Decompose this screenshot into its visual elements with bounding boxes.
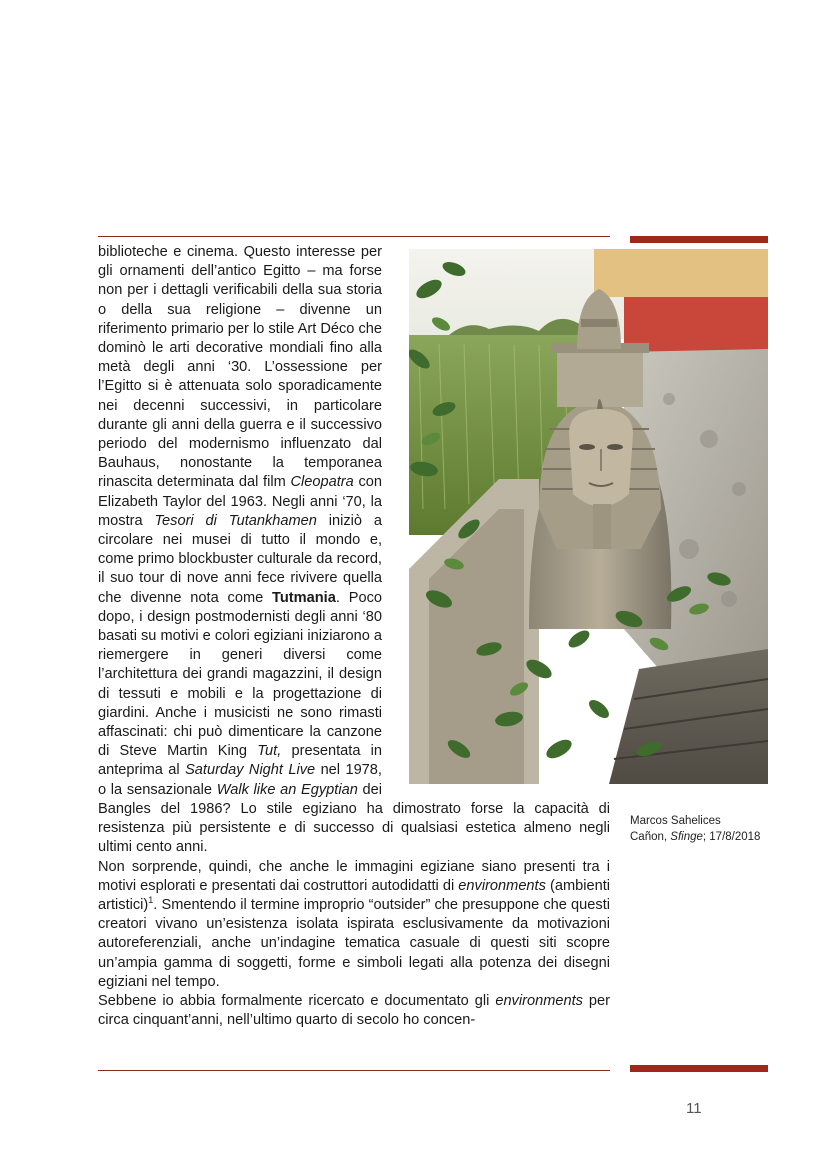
text-run: nel 1978, o la sensazionale (98, 762, 382, 798)
text-run: Sebbene io abbia formalmente ricercato e documentato gli (98, 992, 496, 1009)
text-run: . Poco dopo, i design postmodernisti degli anni ‘80 basati su motivi e colori egiziani iniziarono a riemergere in generi diversi come l’architettura dei grandi magazzini, il design di tessuti e mobili e la progettazione di giardini. Anche i musicisti ne sono rimasti affascinati: chi può dimenticare la canzone di Steve Martin King (98, 589, 382, 760)
paragraph-2 (98, 858, 610, 992)
page-number: 11 (686, 1100, 702, 1117)
caption-details (630, 829, 780, 845)
article-body (98, 243, 610, 1058)
text-run: presentata in anteprima al (98, 743, 382, 779)
top-rule-accent (630, 236, 768, 243)
text-run: dei Bangles del 1986? Lo stile egiziano ha dimostrato forse la capacità di resistenza più persistente e di successo di qualsiasi estetica almeno negli ultimi cento anni. (98, 781, 610, 856)
photo-caption (630, 813, 780, 845)
top-rule-thin (98, 236, 610, 237)
term-environments: environments (495, 992, 583, 1009)
bottom-rule-thin (98, 1070, 610, 1071)
text-run: per circa cinquant’anni, nell’ultimo quarto di secolo ho concen- (98, 992, 610, 1029)
term-environments: environments (458, 877, 546, 894)
song-title-tut: Tut, (257, 743, 282, 760)
show-title-snl: Saturday Night Live (185, 762, 316, 779)
text-run: Non sorprende, quindi, che anche le immagini egiziane siano presenti tra i motivi esplorati e presentati dai costruttori autodidatti di (98, 858, 610, 894)
song-title-walk: Walk like an Egyptian (216, 781, 358, 798)
caption-date: ; 17/8/2018 (702, 831, 761, 843)
caption-work-title: Sfinge (670, 831, 703, 843)
text-run: con Elizabeth Taylor del 1963. Negli anni ‘70, la mostra (98, 474, 382, 529)
text-run: . Smentendo il termine improprio “outsider” che presuppone che questi creatori vivano un’esistenza isolata ispirata esclusivamente da motivazioni autoreferenziali, anche un’indagine tematica casuale di questi siti scopre un’ampia gamma di soggetti, forme e simboli legati alla potenza dei disegni egiziani nel tempo. (98, 896, 610, 990)
exhibition-title: Tesori di Tutankhamen (154, 512, 317, 529)
text-run: iniziò a circolare nei musei di tutto il mondo e, come primo blockbuster culturale da record, il suo tour di nove anni fece rivivere quella che divenne nota come (98, 512, 383, 606)
photo-spacer (382, 243, 610, 796)
text-run: biblioteche e cinema. Questo interesse per gli ornamenti dell’antico Egitto – ma forse non per i dettagli verificabili della sua storia o della sua religione – divenne un riferimento primario per lo stile Art Déco che dominò le arti decorative mondiali fino alla metà degli anni ‘30. L’ossessione per l’Egitto si è attenuata solo sporadicamente nei decenni successivi, in particolare durante gli anni della guerra e il successivo periodo del modernismo influenzato dal Bauhaus, nonostante la temporanea rinascita determinata dal film (98, 244, 382, 491)
paragraph-3 (98, 992, 610, 1030)
footnote-marker: 1 (148, 895, 154, 906)
caption-author: Marcos Sahelices (630, 815, 721, 827)
film-title-cleopatra: Cleopatra (290, 474, 354, 491)
bottom-rule-accent (630, 1065, 768, 1072)
text-run: (ambienti artistici) (98, 877, 610, 913)
term-tutmania: Tutmania (272, 589, 336, 606)
caption-place: Cañon, (630, 831, 671, 843)
